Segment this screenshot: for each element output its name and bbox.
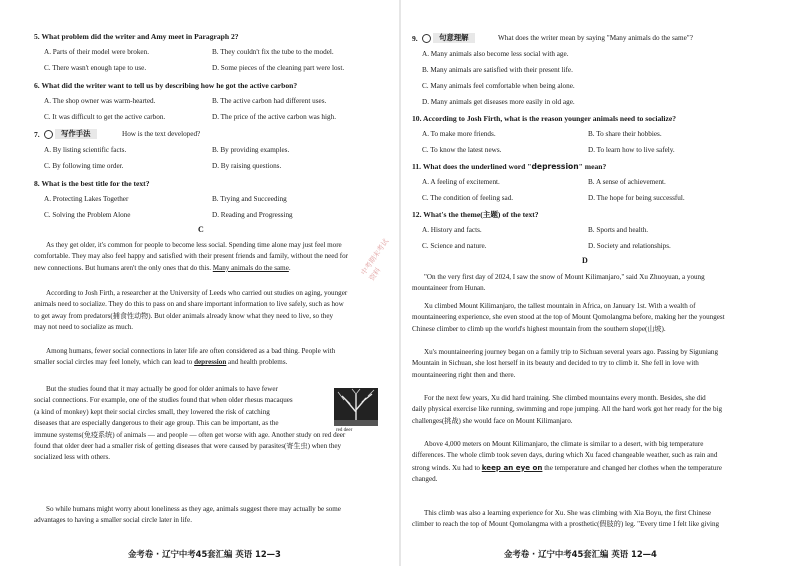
q8-option-c: C. Solving the Problem Alone bbox=[44, 211, 131, 219]
q7-option-a: A. By listing scientific facts. bbox=[44, 146, 127, 154]
q11-keyword: depression bbox=[531, 162, 579, 171]
passage-d-paragraph-4: For the next few years, Xu did hard training. She climbed mountains every month. Besides, she did daily physical exercise like running, swimming and rope jumping. All the hard work got her ready for the big challenges(挑战) she would face on Mount Kilimanjaro. bbox=[412, 394, 723, 425]
q12-option-c: C. Science and nature. bbox=[422, 242, 487, 250]
q6-option-b: B. The active carbon had different uses. bbox=[212, 97, 327, 105]
q5-option-a: A. Parts of their model were broken. bbox=[44, 48, 149, 56]
left-page-footer: 金考卷 · 辽宁中考45套汇编 英语 12—3 bbox=[128, 549, 281, 559]
watermark-stamp: 中考期末考试资料 bbox=[359, 237, 391, 283]
q9-stem: What does the writer mean by saying "Many animals do the same"? bbox=[498, 34, 693, 42]
q7-option-c: C. By following time order. bbox=[44, 162, 124, 170]
q6-option-c: C. It was difficult to get the active carbon. bbox=[44, 113, 166, 121]
q7-number: 7. bbox=[34, 130, 40, 139]
passage-c-paragraph-1: As they get older, it's common for people to become less social. Spending time alone may just feel more comfortable. They may also feel happy and satisfied with their present friends and family, without the need for new connections. But humans aren't the only ones that do this. Many animals do the same. bbox=[34, 241, 348, 272]
q5-option-b: B. They couldn't fix the tube to the model. bbox=[212, 48, 334, 56]
passage-c-paragraph-3: Among humans, fewer social connections in later life are often considered as a bad thing. People with smaller social circles may feel lonely, which can lead to depression and health problems. bbox=[34, 347, 336, 367]
q7-stem: How is the text developed? bbox=[122, 130, 201, 138]
passage-c-paragraph-2: According to Josh Firth, a researcher at the University of Leeds who carried out studies on aging, younger animals need to socialize. They do this to pass on and share important information to live safely, such as how to get away from predators(捕食性动物). But older animals already know what they need to live, so they may not need to socialize as much. bbox=[34, 289, 348, 332]
q5-stem: 5. What problem did the writer and Amy meet in Paragraph 2? bbox=[34, 32, 239, 41]
passage-c-paragraph-4: But the studies found that it may actually be good for older animals to have fewer social connections. For example, one of the studies found that when older rhesus macaques (a kind of monkey) kept their social circles small, they lowered the risk of catching diseases that are especially dangerous to their age group. This can be important, as the immune systems(免疫系统) of animals — and people — often get worse with age. Another study on red deer found that older deer had a smaller risk of getting diseases that were caused by parasites(寄生虫) when they socialized less with others. bbox=[34, 385, 346, 462]
bold-phrase-keep-an-eye-on: keep an eye on bbox=[481, 462, 543, 472]
passage-d-paragraph-3: Xu's mountaineering journey began on a family trip to Sichuan several years ago. Passing by Siguniang Mountain in Sichuan, she lost herself in its beauty and decided to try to climb it. She fell in love with mountaineering right then and there. bbox=[412, 348, 719, 379]
q9-option-a: A. Many animals also become less social with age. bbox=[422, 50, 569, 58]
q6-option-d: D. The price of the active carbon was high. bbox=[212, 113, 337, 121]
q8-stem: 8. What is the best title for the text? bbox=[34, 179, 150, 188]
q7-tag-label: 写作手法 bbox=[55, 129, 97, 139]
q8-option-d: D. Reading and Progressing bbox=[212, 211, 293, 219]
passage-d-paragraph-6: This climb was also a learning experience for Xu. She was climbing with Xia Boyu, the first Chinese climber to reach the top of Mount Qomolangma with a prosthetic(假肢的) leg. "Every time I felt like giving bbox=[412, 509, 720, 529]
q9-option-c: C. Many animals feel comfortable when being alone. bbox=[422, 82, 575, 90]
q5-option-c: C. There wasn't enough tape to use. bbox=[44, 64, 147, 72]
q11-option-a: A. A feeling of excitement. bbox=[422, 178, 500, 186]
photo-caption: red deer bbox=[336, 428, 353, 433]
q10-option-a: A. To make more friends. bbox=[422, 130, 496, 138]
bold-word-depression: depression bbox=[194, 358, 227, 367]
q9-tag-label: 句意理解 bbox=[433, 33, 475, 43]
q10-option-b: B. To share their hobbies. bbox=[588, 130, 662, 138]
q7-option-b: B. By providing examples. bbox=[212, 146, 290, 154]
section-d-heading: D bbox=[582, 256, 588, 265]
q12-option-a: A. History and facts. bbox=[422, 226, 482, 234]
passage-d-paragraph-1: "On the very first day of 2024, I saw the snow of Mount Kilimanjaro," said Xu Zhuoyuan, a young mountaineer from Hunan. bbox=[412, 273, 705, 293]
tag-circle-icon bbox=[44, 130, 53, 139]
underlined-phrase: Many animals do the same bbox=[212, 263, 289, 272]
tree-silhouette-icon bbox=[334, 388, 378, 426]
right-page bbox=[400, 0, 800, 566]
q10-option-d: D. To learn how to live safely. bbox=[588, 146, 675, 154]
right-page-footer: 金考卷 · 辽宁中考45套汇编 英语 12—4 bbox=[504, 549, 657, 559]
q9-option-b: B. Many animals are satisfied with their present life. bbox=[422, 66, 573, 74]
q7-option-d: D. By raising questions. bbox=[212, 162, 282, 170]
q6-option-a: A. The shop owner was warm-hearted. bbox=[44, 97, 156, 105]
q5-option-d: D. Some pieces of the cleaning part were lost. bbox=[212, 64, 345, 72]
q9-option-d: D. Many animals get diseases more easily in old age. bbox=[422, 98, 575, 106]
q6-stem: 6. What did the writer want to tell us by describing how he got the active carbon? bbox=[34, 81, 298, 90]
q11-option-c: C. The condition of feeling sad. bbox=[422, 194, 514, 202]
q8-option-a: A. Protecting Lakes Together bbox=[44, 195, 129, 203]
passage-d-paragraph-5: Above 4,000 meters on Mount Kilimanjaro, the climate is similar to a desert, with big temperature differences. The whole climb took seven days, during which Xu faced changeable weather, such as rain and strong winds. Xu had to keep an eye on the temperature and changed her clothes when the temperature changed. bbox=[412, 440, 722, 484]
q11-stem: 11. What does the underlined word "depression" mean? bbox=[412, 162, 607, 171]
passage-d-paragraph-2: Xu climbed Mount Kilimanjaro, the tallest mountain in Africa, on January 1st. With a wealth of mountaineering experience, she even stood at the top of Mount Qomolangma before, making her the youngest Chinese climber to climb up the world's highest mountain from the southern slope(山坡). bbox=[412, 302, 725, 333]
q12-option-d: D. Society and relationships. bbox=[588, 242, 671, 250]
red-deer-photo bbox=[334, 388, 378, 426]
q8-option-b: B. Trying and Succeeding bbox=[212, 195, 287, 203]
q7-tag bbox=[44, 129, 97, 139]
q12-stem: 12. What's the theme(主题) of the text? bbox=[412, 210, 539, 219]
tag-circle-icon bbox=[422, 34, 431, 43]
q10-stem: 10. According to Josh Firth, what is the reason younger animals need to socialize? bbox=[412, 114, 677, 123]
section-c-heading: C bbox=[198, 225, 204, 234]
q11-option-d: D. The hope for being successful. bbox=[588, 194, 685, 202]
q9-tag bbox=[422, 33, 475, 43]
q10-option-c: C. To know the latest news. bbox=[422, 146, 502, 154]
q11-option-b: B. A sense of achievement. bbox=[588, 178, 666, 186]
q12-option-b: B. Sports and health. bbox=[588, 226, 649, 234]
q9-number: 9. bbox=[412, 34, 418, 43]
passage-c-paragraph-5: So while humans might worry about loneliness as they age, animals suggest there may actually be some advantages to having a smaller social circle later in life. bbox=[34, 505, 341, 525]
